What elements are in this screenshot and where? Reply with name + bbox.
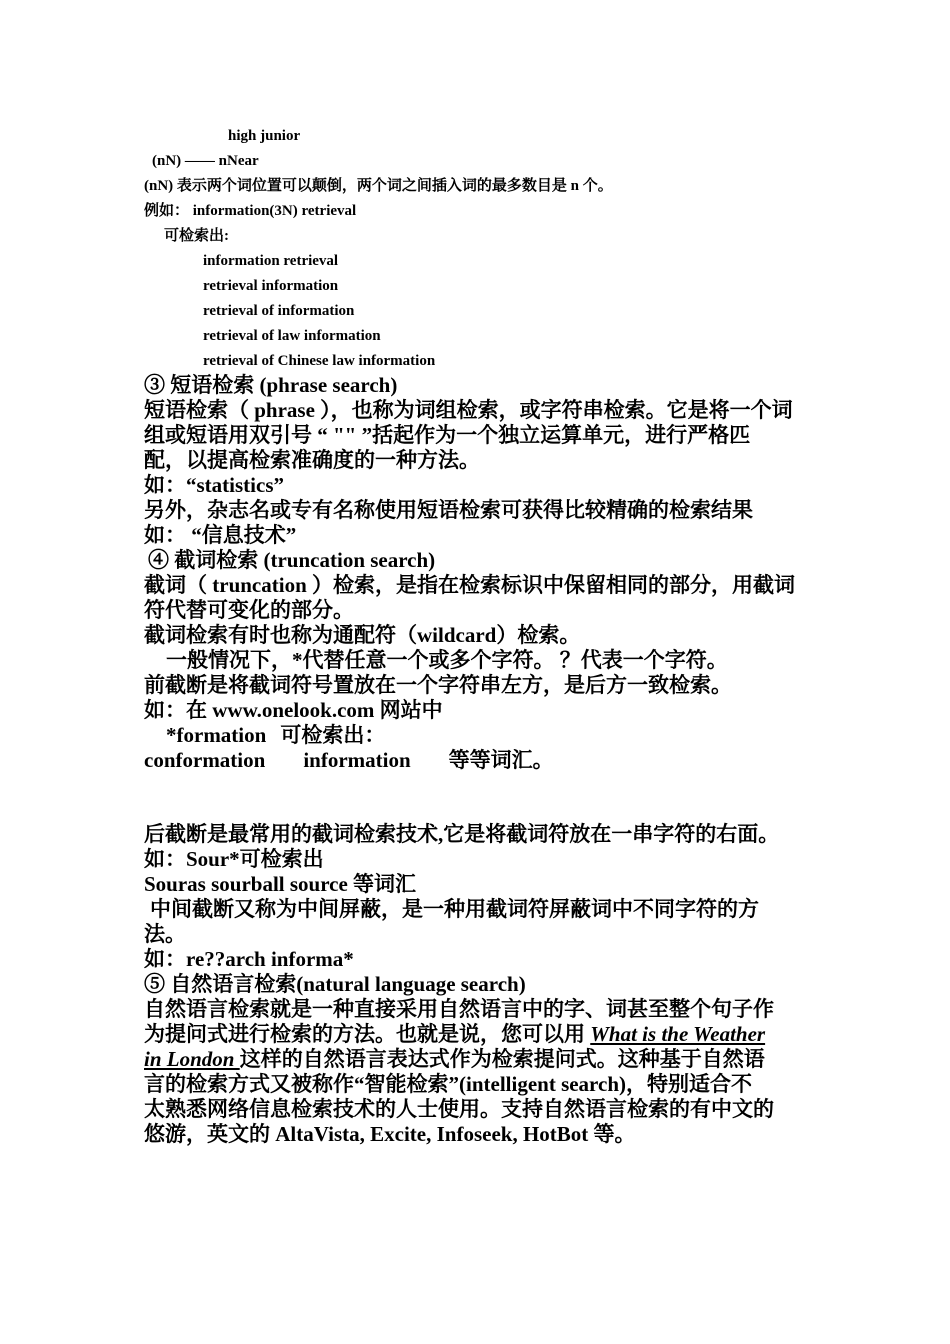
truncation-para-line-4: 一般情况下，*代替任意一个或多个字符。 ？代表一个字符。 (166, 648, 728, 672)
natural-para-line-2 (144, 1022, 765, 1047)
truncation-para-line-8: 法。 (144, 922, 186, 946)
phrase-heading: ③ 短语检索 (phrase search) (144, 373, 398, 397)
truncation-para-line-5: 前截断是将截词符号置放在一个字符串左方，是后方一致检索。 (144, 673, 732, 697)
phrase-para-line-2: 组或短语用双引号 “ "" ”括起作为一个独立运算单元，进行严格匹 (144, 423, 751, 447)
word-etc: 等等词汇。 (448, 748, 554, 772)
truncation-para-line-3: 截词检索有时也称为通配符（wildcard）检索。 (144, 623, 581, 647)
phrase-para-line-1: 短语检索（ phrase ），也称为词组检索，或字符串检索。它是将一个词 (144, 398, 793, 422)
natural-heading: ⑤ 自然语言检索(natural language search) (144, 972, 526, 996)
natural-para-line-3-text: 这样的自然语言表达式作为检索提问式。这种基于自然语 (239, 1047, 765, 1071)
weather-example-link-part-1[interactable]: What is the Weather (590, 1022, 766, 1046)
natural-para-line-4: 言的检索方式又被称作“智能检索”(intelligent search)，特别适合不 (144, 1072, 752, 1096)
natural-para-line-2-text: 为提问式进行检索的方法。也就是说，您可以用 (144, 1022, 591, 1046)
near-result-5: retrieval of Chinese law information (203, 353, 436, 369)
truncation-para-line-6: 后截断是最常用的截词检索技术,它是将截词符放在一串字符的右面。 (144, 822, 780, 846)
truncation-heading: ④ 截词检索 (truncation search) (148, 548, 436, 572)
near-result-1: information retrieval (203, 253, 339, 269)
natural-para-line-1: 自然语言检索就是一种直接采用自然语言中的字、词甚至整个句子作 (144, 997, 774, 1021)
near-result-3: retrieval of information (203, 303, 355, 319)
truncation-example-3: 如：re??arch informa* (144, 947, 354, 971)
near-line-1: high junior (228, 128, 301, 144)
truncation-example-1-query: *formation (166, 723, 267, 747)
truncation-para-line-1: 截词（ truncation ）检索，是指在检索标识中保留相同的部分，用截词 (144, 573, 795, 597)
phrase-para-line-3: 配，以提高检索准确度的一种方法。 (144, 448, 480, 472)
truncation-example-2: 如：Sour*可检索出 (144, 847, 324, 871)
word-conformation: conformation (144, 748, 266, 772)
truncation-example-1-can: 可检索出： (280, 723, 386, 747)
weather-example-link-part-2[interactable]: in London (144, 1047, 240, 1071)
near-example-prefix: 例如： (144, 203, 190, 219)
word-information: information (303, 748, 411, 772)
truncation-example-1-words (144, 748, 554, 773)
truncation-para-line-2: 符代替可变化的部分。 (144, 598, 354, 622)
natural-para-line-5: 太熟悉网络信息检索技术的人士使用。支持自然语言检索的有中文的 (144, 1097, 774, 1121)
truncation-example-1-query-line (166, 723, 385, 748)
phrase-para-line-4: 另外，杂志名或专有名称使用短语检索可获得比较精确的检索结果 (144, 498, 753, 522)
phrase-example-2: 如： “信息技术” (144, 523, 297, 547)
near-can-find: 可检索出: (164, 228, 229, 244)
phrase-example-1: 如：“statistics” (144, 473, 284, 497)
natural-para-line-3 (144, 1047, 765, 1072)
truncation-example-2-words: Souras sourball source 等词汇 (144, 872, 417, 896)
near-example (144, 200, 356, 222)
truncation-para-line-7: 中间截断又称为中间屏蔽，是一种用截词符屏蔽词中不同字符的方 (150, 897, 759, 921)
near-line-3: (nN) 表示两个词位置可以颠倒，两个词之间插入词的最多数目是 n 个。 (144, 178, 613, 194)
natural-para-line-6: 悠游，英文的 AltaVista, Excite, Infoseek, HotBot 等。 (144, 1122, 636, 1146)
near-example-query: information(3N) retrieval (192, 203, 357, 219)
near-result-2: retrieval information (203, 278, 339, 294)
near-line-2: (nN) —— nNear (152, 153, 259, 169)
truncation-example-1: 如：在 www.onelook.com 网站中 (144, 698, 443, 722)
near-result-4: retrieval of law information (203, 328, 381, 344)
